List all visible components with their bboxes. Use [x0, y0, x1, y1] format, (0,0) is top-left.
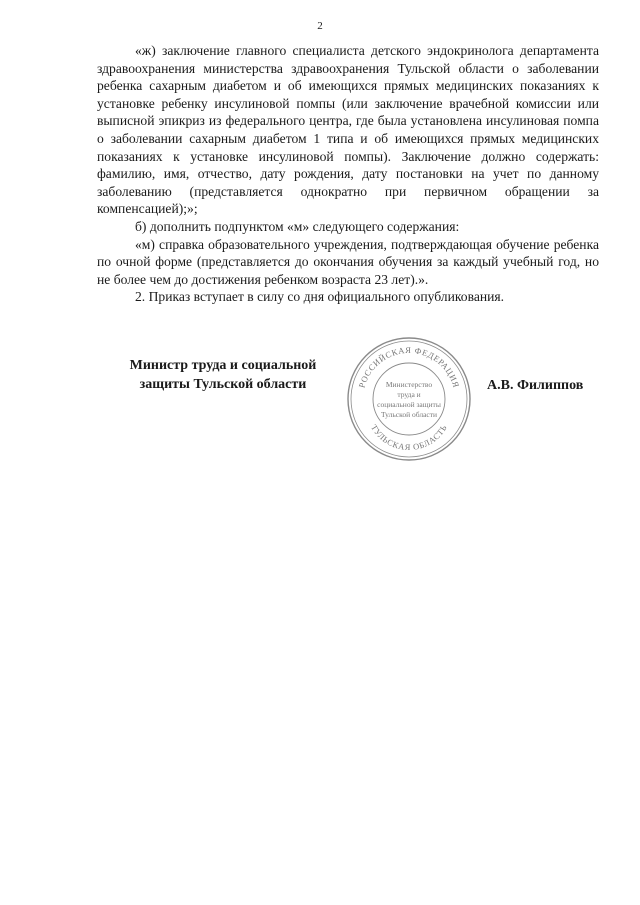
seal-center-line-2: труда и	[397, 390, 421, 399]
paragraph-b: б) дополнить подпунктом «м» следующего содержания:	[135, 218, 460, 234]
seal-ring-top-text: РОССИЙСКАЯ ФЕДЕРАЦИЯ	[356, 344, 462, 389]
page-number: 2	[317, 20, 323, 32]
paragraph-m: «м) справка образовательного учреждения, подтверждающая обучение ребенка по очной форме (представляется до окончания обучения за каждый учебный год, но не более чем до достижения ребенком возраста 23 лет).».	[97, 236, 599, 287]
signatory-title-line1: Министр труда и социальной	[129, 358, 317, 373]
document-body	[97, 42, 599, 306]
seal-inner-ring	[351, 341, 467, 457]
signatory-name: А.В. Филиппов	[487, 378, 584, 393]
seal-ring-bottom-text: ТУЛЬСКАЯ ОБЛАСТЬ	[369, 422, 449, 453]
signatory-title	[108, 356, 338, 394]
signatory-title-line2: защиты Тульской области	[139, 377, 307, 392]
seal-center-line-1: Министерство	[385, 380, 433, 389]
seal-center-line-3: социальной защиты	[377, 400, 441, 409]
official-seal	[345, 335, 473, 463]
paragraph-2: 2. Приказ вступает в силу со дня официального опубликования.	[135, 289, 505, 305]
seal-outer-ring	[348, 338, 470, 460]
seal-center-ring	[373, 363, 445, 435]
paragraph-zh: «ж) заключение главного специалиста детского эндокринолога департамента здравоохранения министерства здравоохранения Тульской области о заболевании ребенка сахарным диабетом и об имеющихся прямых медицинских показаниях к установке ребенку инсулиновой помпы (или заключение врачебной комиссии или выписной эпикриз из федерального центра, где была установлена инсулиновая помпа о заболевании сахарным диабетом 1 типа и об имеющихся прямых медицинских показаниях к установке инсулиновой помпы). Заключение должно содержать: фамилию, имя, отчество, дату рождения, дату постановки на учет по данному заболеванию (представляется однократно при первичном обращении за компенсацией);»;	[97, 43, 599, 217]
seal-center-line-4: Тульской области	[380, 410, 438, 419]
